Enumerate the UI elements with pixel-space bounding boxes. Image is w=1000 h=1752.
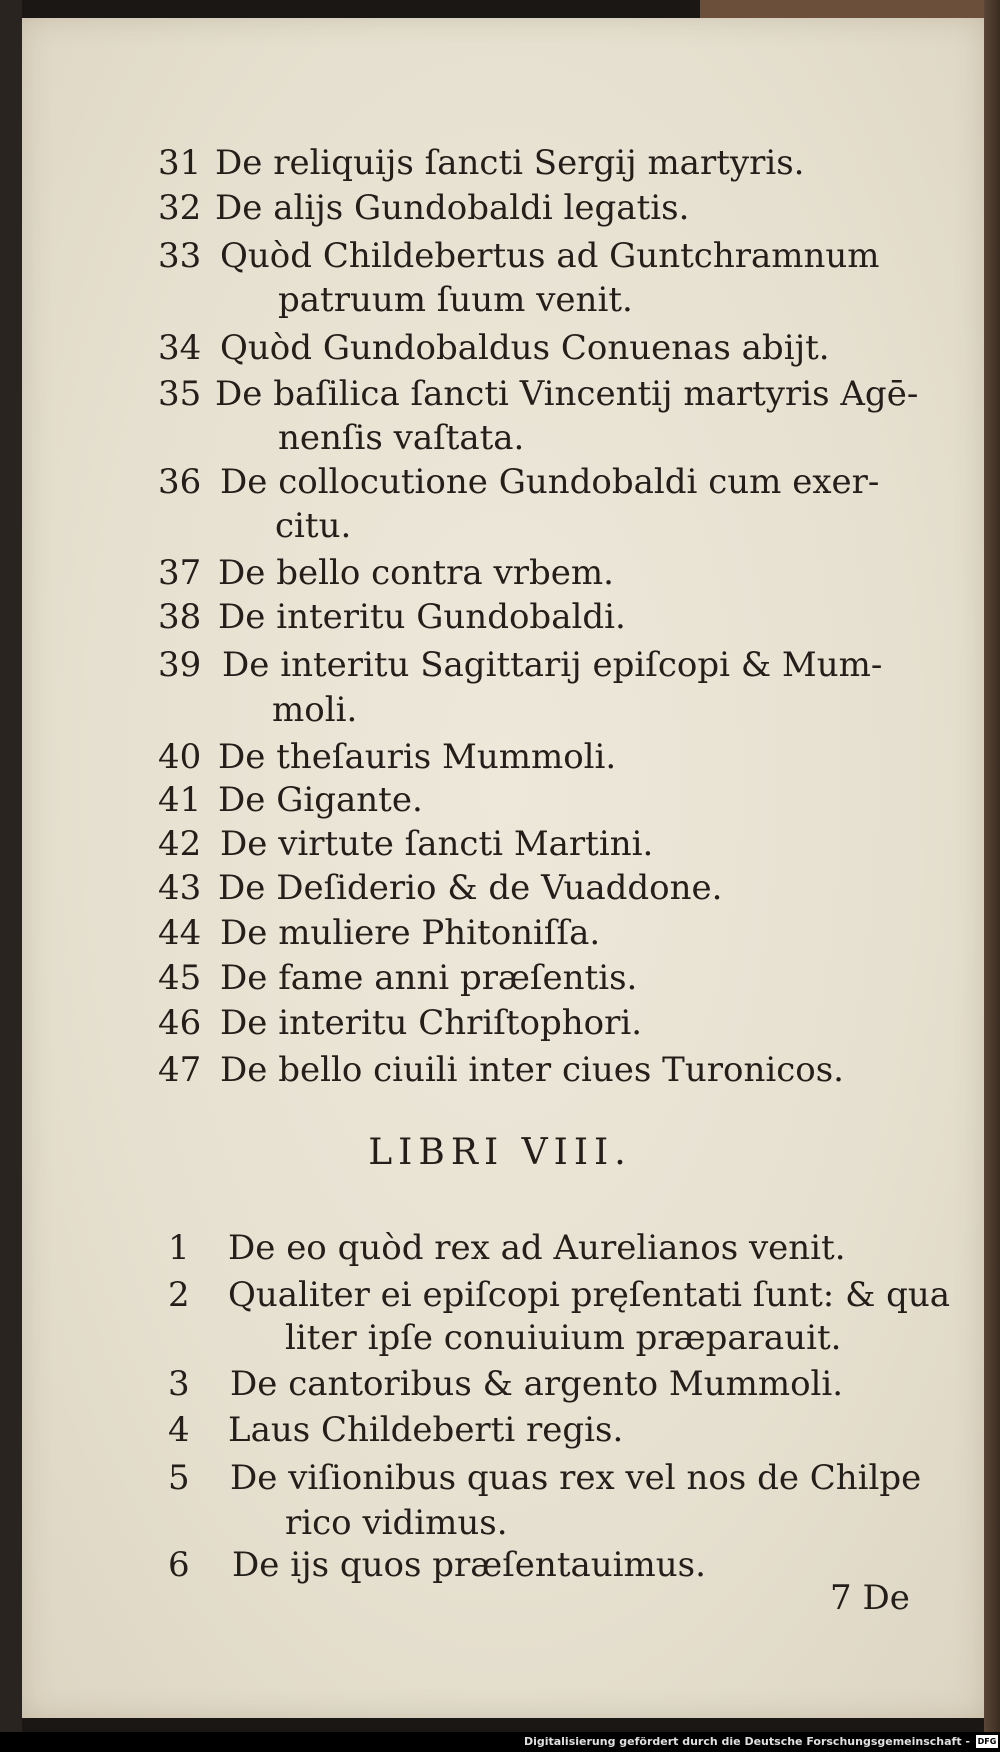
chapter-number: 33 (158, 236, 202, 276)
chapter-title: De Gigante. (218, 780, 423, 820)
chapter-number: 45 (158, 958, 202, 998)
dfg-logo: DFG (977, 1737, 997, 1746)
book-spine (984, 0, 1000, 1752)
chapter-number: 31 (158, 143, 202, 183)
chapter-number: 32 (158, 188, 202, 228)
chapter-number: 47 (158, 1050, 202, 1090)
chapter-title: De alijs Gundobaldi legatis. (215, 188, 690, 228)
chapter-title-continuation: moli. (272, 690, 358, 730)
chapter-number: 34 (158, 328, 202, 368)
chapter-number: 3 (168, 1364, 190, 1404)
chapter-title: De theſauris Mummoli. (218, 737, 617, 777)
chapter-title: De reliquijs ſancti Sergij martyris. (215, 143, 805, 183)
section-heading: LIBRI VIII. (368, 1132, 632, 1173)
chapter-title-continuation: nenſis vaſtata. (278, 418, 525, 458)
chapter-title-continuation: citu. (275, 506, 352, 546)
chapter-number: 36 (158, 462, 202, 502)
chapter-number: 1 (168, 1228, 190, 1268)
chapter-title-continuation: rico vidimus. (285, 1503, 508, 1543)
chapter-title: De collocutione Gundobaldi cum exer- (220, 462, 880, 502)
chapter-title: De viſionibus quas rex vel nos de Chilpe (230, 1458, 922, 1498)
digitization-footer (0, 1732, 1000, 1752)
chapter-title: De ijs quos præſentauimus. (232, 1545, 706, 1585)
binding-top-band (700, 0, 1000, 18)
chapter-title: Qualiter ei epiſcopi pręſentati ſunt: & qua (228, 1275, 951, 1315)
chapter-title: De cantoribus & argento Mummoli. (230, 1364, 844, 1404)
footer-text: Digitalisierung gefördert durch die Deutsche Forschungsgemeinschaft - (523, 1735, 970, 1748)
chapter-title-continuation: patruum ſuum venit. (278, 280, 633, 320)
chapter-number: 42 (158, 824, 202, 864)
chapter-number: 41 (158, 780, 202, 820)
chapter-title: De baſilica ſancti Vincentij martyris Agē- (215, 374, 919, 414)
chapter-title-continuation: liter ipſe conuiuium præparauit. (285, 1318, 842, 1358)
chapter-number: 5 (168, 1458, 190, 1498)
catchword: 7 De (830, 1578, 910, 1618)
chapter-title: De interitu Chriſtophori. (220, 1003, 643, 1043)
chapter-title: De bello contra vrbem. (218, 553, 614, 593)
chapter-title: De bello ciuili inter ciues Turonicos. (220, 1050, 844, 1090)
chapter-number: 39 (158, 645, 202, 685)
chapter-title: De eo quòd rex ad Aurelianos venit. (228, 1228, 846, 1268)
chapter-title: De Deſiderio & de Vuaddone. (218, 868, 723, 908)
chapter-number: 2 (168, 1275, 190, 1315)
book-left-edge (0, 0, 22, 1752)
chapter-title: Laus Childeberti regis. (228, 1410, 624, 1450)
chapter-title: De fame anni præſentis. (220, 958, 638, 998)
chapter-number: 37 (158, 553, 202, 593)
chapter-number: 6 (168, 1545, 190, 1585)
chapter-title: De virtute ſancti Martini. (220, 824, 654, 864)
chapter-number: 46 (158, 1003, 202, 1043)
chapter-number: 40 (158, 737, 202, 777)
chapter-title: Quòd Gundobaldus Conuenas abijt. (220, 328, 830, 368)
chapter-number: 44 (158, 913, 202, 953)
chapter-number: 35 (158, 374, 202, 414)
chapter-number: 4 (168, 1410, 190, 1450)
chapter-number: 43 (158, 868, 202, 908)
chapter-title: De interitu Gundobaldi. (218, 597, 626, 637)
chapter-title: De muliere Phitoniſſa. (220, 913, 601, 953)
chapter-title: De interitu Sagittarij epiſcopi & Mum- (222, 645, 883, 685)
chapter-title: Quòd Childebertus ad Guntchramnum (220, 236, 880, 276)
chapter-number: 38 (158, 597, 202, 637)
